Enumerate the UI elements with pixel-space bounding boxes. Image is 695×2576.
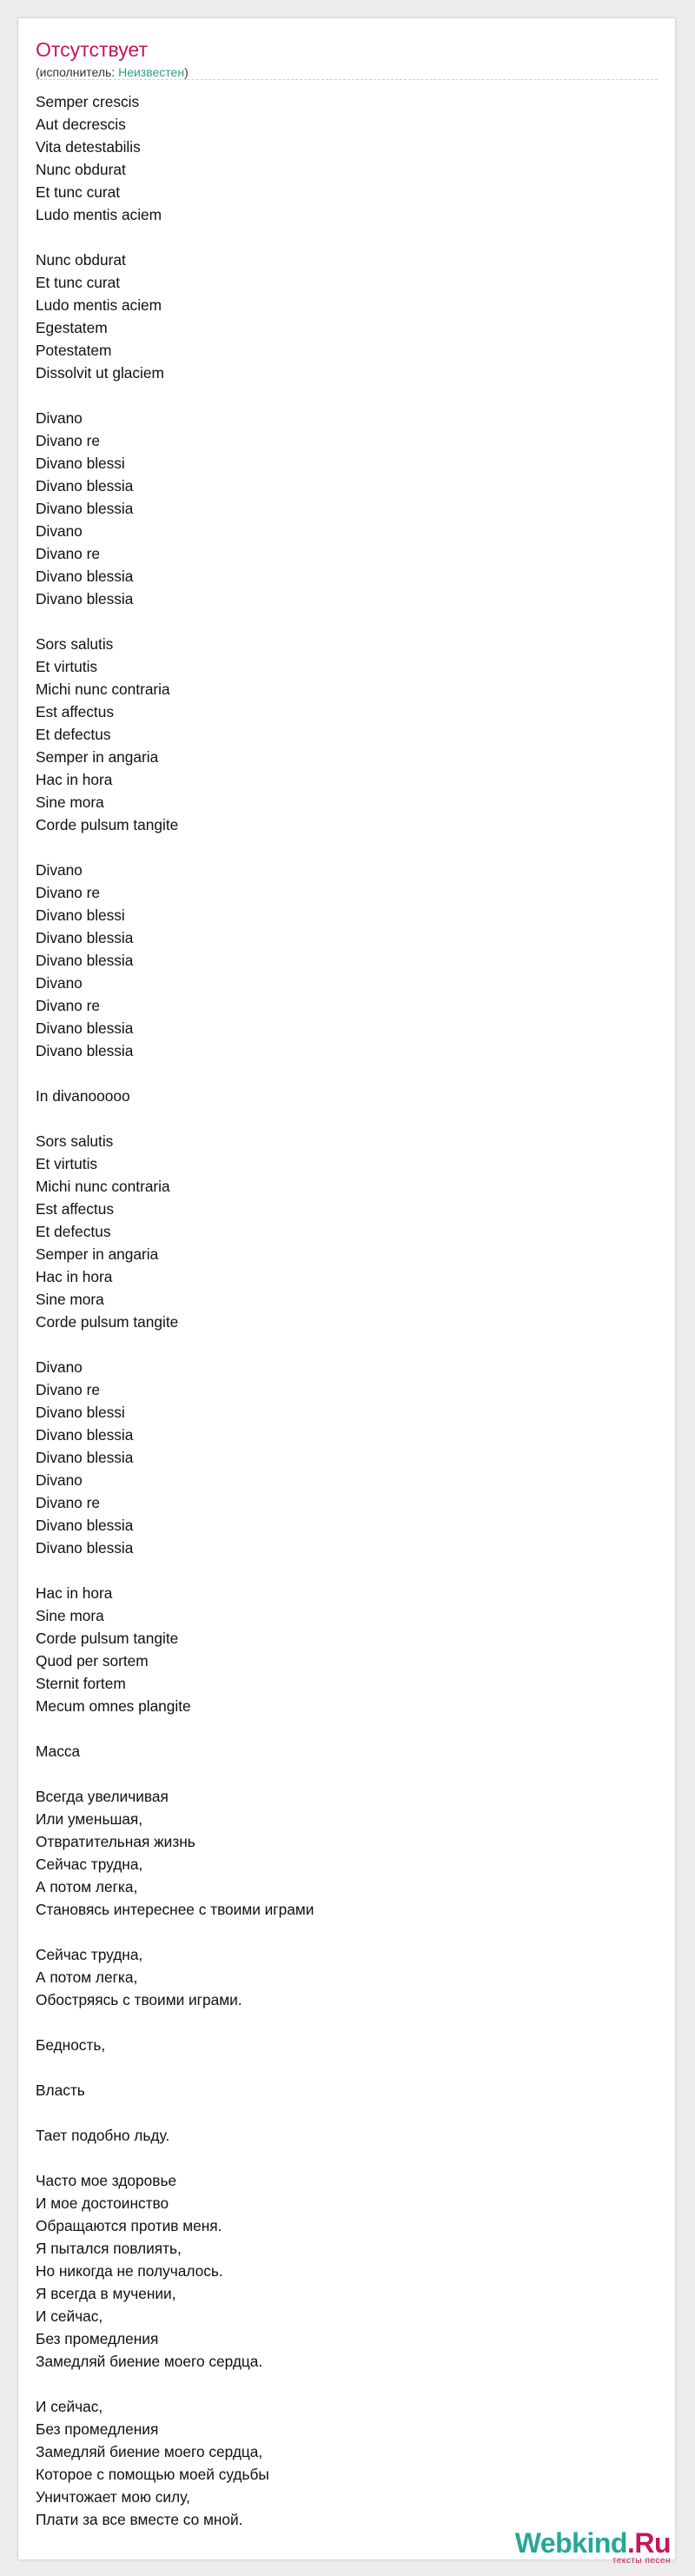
artist-prefix: (исполнитель: bbox=[36, 65, 119, 79]
site-logo[interactable] bbox=[515, 2528, 671, 2566]
artist-line bbox=[36, 63, 189, 81]
title-divider bbox=[36, 79, 658, 80]
lyrics-text: Semper crescis Aut decrescis Vita detestabilis Nunc obdurat Et tunc curat Ludo mentis aciem Nunc obdurat Et tunc curat Ludo mentis aciem Egestatem Potestatem Dissolvit ut glaciem Divano Divano re Divano blessi Divano blessia Divano blessia Divano Divano re Divano blessia Divano blessia Sors salutis Et virtutis Michi nunc contraria Est affectus Et defectus Semper in angaria Hac in hora Sine mora Corde pulsum tangite Divano Divano re Divano blessi Divano blessia Divano blessia Divano Divano re Divano blessia Divano blessia In divanooooo Sors salutis Et virtutis Michi nunc contraria Est affectus Et defectus Semper in angaria Hac in hora Sine mora Corde pulsum tangite Divano Divano re Divano blessi Divano blessia Divano blessia Divano Divano re Divano blessia Divano blessia Hac in hora Sine mora Corde pulsum tangite Quod per sortem Sternit fortem Mecum omnes plangite Масса Всегда увеличивая Или уменьшая, Отвратительная жизнь Сейчас трудна, А потом легка, Становясь интереснее с твоими играми Сейчас трудна, А потом легка, Обостряясь с твоими играми. Бедность, Власть Тает подобно льду. Часто мое здоровье И мое достоинство Обращаются против меня. Я пытался повлиять, Но никогда не получалось. Я всегда в мучении, И сейчас, Без промедления Замедляй биение моего сердца. И сейчас, Без промедления Замедляй биение моего сердца, Которое с помощью моей судьбы Уничтожает мою силу, Плати за все вместе со мной. bbox=[36, 93, 314, 2528]
lyrics-card bbox=[17, 17, 676, 2560]
logo-tagline: тексты песен bbox=[612, 2556, 671, 2566]
logo-main-text: Webkind bbox=[514, 2527, 627, 2559]
artist-suffix: ) bbox=[184, 65, 189, 79]
logo-suffix-text: .Ru bbox=[626, 2527, 671, 2559]
logo-wordmark bbox=[515, 2528, 671, 2558]
song-title: Отсутствует bbox=[36, 38, 148, 61]
artist-link[interactable]: Неизвестен bbox=[118, 65, 185, 79]
